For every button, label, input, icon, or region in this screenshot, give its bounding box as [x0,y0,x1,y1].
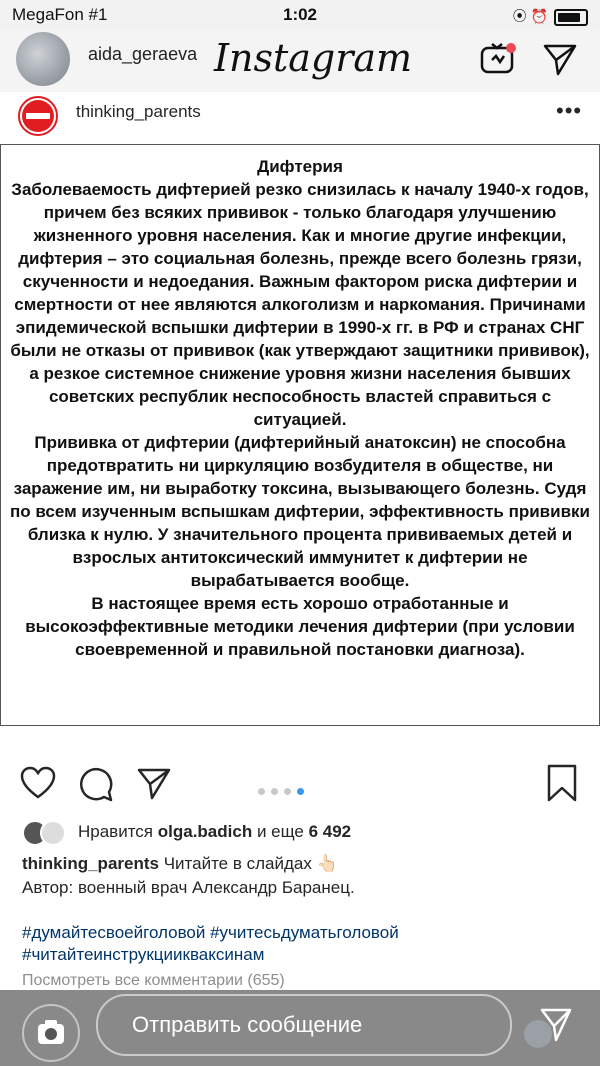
carousel-dot-active [297,788,304,795]
no-entry-avatar-icon[interactable] [12,96,64,136]
message-placeholder: Отправить сообщение [132,1012,363,1037]
liker-username[interactable]: olga.badich [157,822,253,841]
instagram-logo: Instagram [214,36,413,80]
avatar[interactable] [16,32,70,86]
post-header [0,92,600,140]
likes-count[interactable]: 6 492 [308,822,352,841]
camera-button[interactable] [22,1004,80,1062]
carrier-label: MegaFon #1 [12,5,108,24]
carousel-indicator [255,782,307,800]
view-comments-link[interactable]: Посмотреть все комментарии (655) [22,972,285,989]
bookmark-icon[interactable] [546,764,578,802]
caption-author: Автор: военный врач Александр Баранец. [22,878,355,897]
hashtags [22,922,582,966]
bottom-bar [0,990,600,1066]
clock: 1:02 [282,5,318,24]
likes-middle: и еще [252,822,309,841]
more-options-button[interactable]: ••• [556,98,583,123]
likes-text [78,822,351,842]
post-caption [22,852,582,900]
carousel-dot [271,788,278,795]
igtv-icon[interactable] [480,42,516,74]
post-text-paragraph: Прививка от дифтерии (дифтерийный анатоксин) не способна предотвратить ни циркуляцию возбудителя в обществе, ни заражение им, ни выработку токсина, вызывающего болезнь. Судя по всем изученным вспышкам дифтерии, эффективность прививки близка к нулю. У значительного процента прививаемых детей и взрослых антитоксический иммунитет к дифтерии не вырабатывается вообще. [9,433,590,590]
battery-icon: ⦿ ⏰ [513,6,588,26]
carousel-dot [258,788,265,795]
hashtag-line[interactable]: #читайтеинструкциикваксинам [22,945,265,964]
status-bar [0,0,600,30]
caption-username[interactable]: thinking_parents [22,854,159,873]
likes-summary[interactable] [22,818,582,848]
post-text-paragraph: В настоящее время есть хорошо отработанные и высокоэффективные методики лечения дифтерии (при условии своевременной и правильной постановки диагноза). [25,594,575,659]
post-text-title: Дифтерия [257,157,343,176]
caption-text: Читайте в слайдах 👆🏻 [158,854,338,873]
comment-icon[interactable] [78,766,114,802]
post-username[interactable]: thinking_parents [76,102,201,121]
post-text-paragraph: Заболеваемость дифтерией резко снизилась к началу 1940-х годов, причем без всяких прививок - только благодаря улучшению жизненного уровня населения. Как и многие другие инфекции, дифтерия – это социальная болезнь, прежде всего болезнь грязи, скученности и недоедания. Важным фактором риска дифтерии и смертности от нее являются алкоголизм и наркомания. Причинами эпидемической вспышки дифтерии в 1990-х гг. в РФ и странах СНГ были не отказы от прививок (как утверждают защитники прививок), а резкое системное снижение уровня жизни населения бывших советских республик неспособность властей справиться с ситуацией. [10,180,590,429]
header-username[interactable]: aida_geraeva [88,44,198,64]
liker-avatar [40,820,66,846]
share-icon[interactable] [136,766,172,802]
app-header [0,30,600,92]
post-image-text [7,155,593,661]
carousel-dot [284,788,291,795]
post-image[interactable] [0,144,600,726]
direct-send-icon[interactable] [542,42,578,78]
message-input[interactable] [96,994,512,1056]
send-icon[interactable] [520,1004,576,1054]
camera-icon [24,1006,78,1060]
heart-icon[interactable] [20,766,56,800]
likes-prefix: Нравится [78,822,158,841]
hashtag-line[interactable]: #думайтесвоейголовой #учитесьдуматьголовой [22,923,399,942]
